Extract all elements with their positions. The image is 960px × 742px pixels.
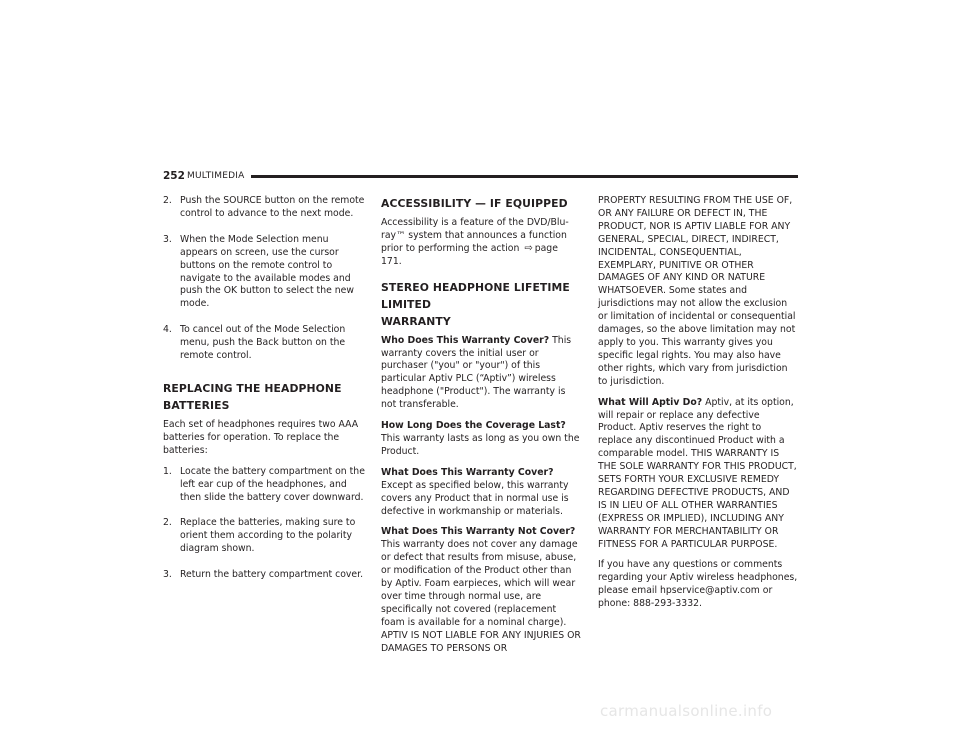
warranty-contact: If you have any questions or comments regarding your Aptiv wireless headphones, please email hpservice@aptiv.com or phone: 888-293-3332. [598,559,798,610]
column-middle [381,195,581,663]
step-number: 2. [163,195,172,206]
question: How Long Does the Coverage Last? [381,420,566,432]
column-right [598,195,798,619]
watermark: carmanualsonline.info [600,702,773,720]
heading-line: REPLACING THE HEADPHONE [163,381,342,395]
batteries-intro: Each set of headphones requires two AAA batteries for operation. To replace the batteries: [163,418,359,456]
heading-replacing-batteries [163,380,365,414]
heading-line: WARRANTY [381,314,451,328]
question: What Does This Warranty Cover? [381,466,554,478]
warranty-continued: PROPERTY RESULTING FROM THE USE OF, OR ANY FAILURE OR DEFECT IN, THE PRODUCT, NOR IS APTIV LIABLE FOR ANY GENERAL, SPECIAL, DIRECT, INDIRECT, INCIDENTAL, CONSEQUENTIAL, EXEMPLARY, PUNITIVE OR OTHER DAMAGES OF ANY KIND OR NATURE WHATSOEVER. Some states and jurisdictions may not allow the exclusion or limitation of incidental or consequential damages, so the above limitation may not apply to you. This warranty gives you specific legal rights. You may also have other rights, which vary from jurisdiction to jurisdiction. [598,195,796,387]
step-number: 1. [163,465,172,477]
page-number: 252 [163,170,185,182]
column-left [163,195,365,595]
page-reference-arrow-icon: ⇨ [524,242,533,254]
answer: Aptiv, at its option, will repair or replace any defective Product. Aptiv reserves the right to replace any discontinued Product with a comparable model. THIS WARRANTY IS THE SOLE WARRANTY FOR THIS PRODUCT, SETS FORTH YOUR EXCLUSIVE REMEDY REGARDING DEFECTIVE PRODUCTS, AND IS IN LIEU OF ALL OTHER WARRANTIES (EXPRESS OR IMPLIED), INCLUDING ANY WARRANTY FOR MERCHANTABILITY OR FITNESS FOR A PARTICULAR PURPOSE. [598,396,797,550]
page-reference-link[interactable]: page 171. [381,242,558,267]
header-rule [251,175,798,178]
page-header [163,169,798,183]
warranty-how-long [381,420,581,459]
list-item [163,466,365,505]
answer: Except as specified below, this warranty covers any Product that in normal use is defective in workmanship or materials. [381,479,569,517]
step-text: Replace the batteries, making sure to orient them according to the polarity diagram shown. [180,517,356,555]
warranty-what [381,467,581,519]
step-number: 3. [163,569,172,581]
list-item [163,324,365,363]
step-text: To cancel out of the Mode Selection menu, push the Back button on the remote control. [180,324,346,362]
list-item [163,195,365,221]
warranty-will-do [598,397,798,552]
step-number: 2. [163,517,172,529]
question: What Does This Warranty Not Cover? [381,526,576,538]
accessibility-paragraph [381,217,581,269]
heading-accessibility: ACCESSIBILITY — IF EQUIPPED [381,197,568,210]
step-text: Return the battery compartment cover. [180,569,364,581]
list-item [163,517,365,556]
list-item [163,569,365,582]
section-title: MULTIMEDIA [187,171,245,181]
warranty-who [381,335,581,412]
heading-line: BATTERIES [163,398,230,412]
heading-line: STEREO HEADPHONE LIFETIME LIMITED [381,280,570,311]
question: Who Does This Warranty Cover? [381,334,550,346]
step-number: 3. [163,233,172,245]
step-number: 4. [163,324,172,336]
warranty-not-covered [381,526,581,655]
answer: This warranty lasts as long as you own the Product. [381,432,580,457]
step-text: Push the SOURCE button on the remote control to advance to the next mode. [180,195,365,219]
accessibility-text: Accessibility is a feature of the DVD/Blu-ray™ system that announces a function prior to performing the action [381,217,569,254]
question: What Will Aptiv Do? [598,396,703,408]
answer: This warranty does not cover any damage or defect that results from misuse, abuse, or modification of the Product other than by Aptiv. Foam earpieces, which will wear over time through normal use, are specifically not covered (replacement foam is available for a nominal charge). APTIV IS NOT LIABLE FOR ANY INJURIES OR DAMAGES TO PERSONS OR [381,539,581,654]
answer: This warranty covers the initial user or purchaser ("you" or "your") of this particular Aptiv PLC (“Aptiv”) wireless headphone ("Product"). The warranty is not transferable. [381,334,572,411]
step-text: Locate the battery compartment on the left ear cup of the headphones, and then slide the battery cover downward. [180,465,365,503]
heading-warranty [381,279,581,330]
step-text: When the Mode Selection menu appears on screen, use the cursor buttons on the remote control to navigate to the available modes and push the OK button to select the new mode. [180,233,354,310]
list-item [163,234,365,311]
